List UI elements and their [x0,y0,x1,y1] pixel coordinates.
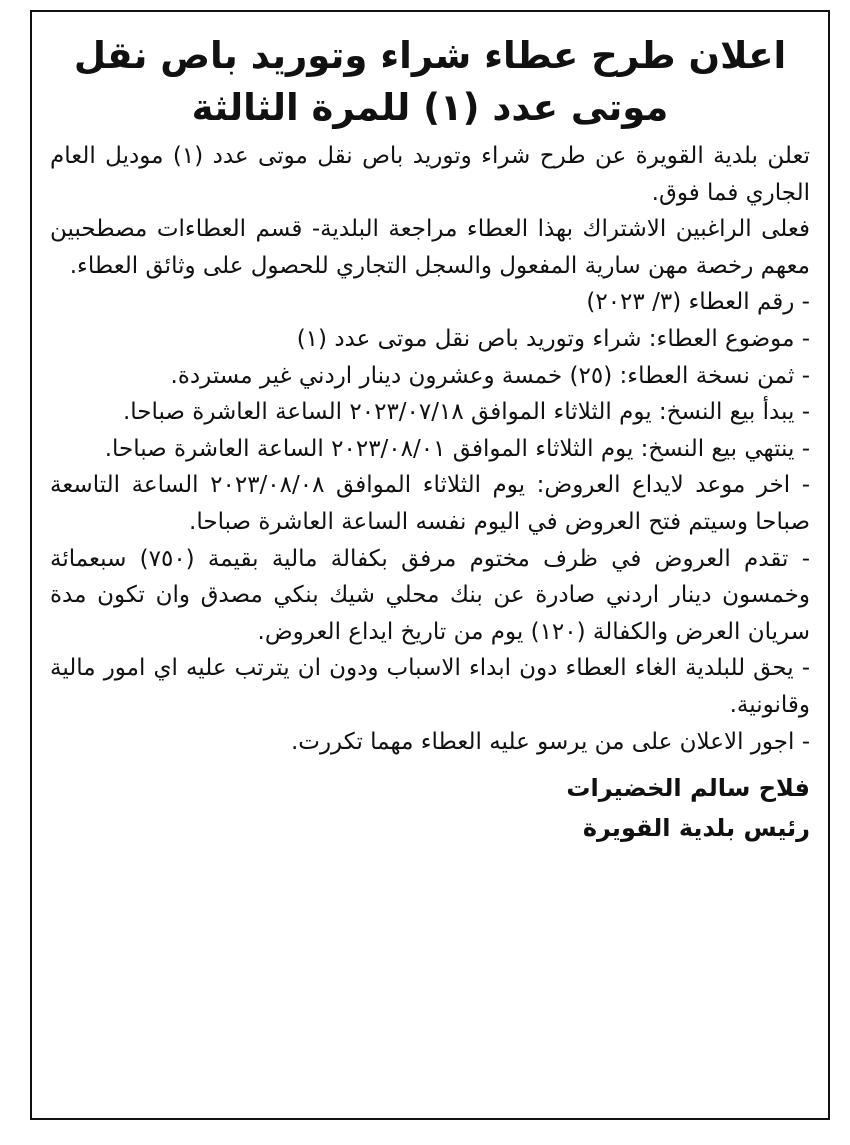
signatory-name: فلاح سالم الخضيرات [566,774,810,803]
sale-end-item: - ينتهي بيع النسخ: يوم الثلاثاء الموافق ٢٠٢٣/٠٨/٠١ الساعة العاشرة صباحا. [104,435,810,462]
sale-start-item: - يبدأ بيع النسخ: يوم الثلاثاء الموافق ٢٠٢٣/٠٧/١٨ الساعة العاشرة صباحا. [122,399,810,426]
intro-paragraph: تعلن بلدية القويرة عن طرح شراء وتوريد باص نقل موتى عدد (١) موديل العام الجاري فما فوق. [50,143,810,206]
instructions-paragraph: فعلى الراغبين الاشتراك بهذا العطاء مراجعة البلدية- قسم العطاءات مصطحبين معهم رخصة مهن سارية المفعول والسجل التجاري للحصول على وثائق العطاء. [50,216,810,279]
ad-title-line-2: موتى عدد (١) للمرة الثالثة [191,86,669,129]
submission-deadline-item: - اخر موعد لايداع العروض: يوم الثلاثاء الموافق ٢٠٢٣/٠٨/٠٨ الساعة التاسعة صباحا وسيتم فتح العروض في اليوم نفسه الساعة العاشرة صباحا. [50,472,810,535]
bid-bond-item: - تقدم العروض في ظرف مختوم مرفق بكفالة مالية بقيمة (٧٥٠) سبعمائة وخمسون دينار اردني صادرة عن بنك محلي شيك بنكي مصدق وان تكون مدة سريان العرض والكفالة (١٢٠) يوم من تاريخ ايداع العروض. [50,545,810,645]
ad-title-line-1: اعلان طرح عطاء شراء وتوريد باص نقل [73,34,787,77]
tender-subject-item: - موضوع العطاء: شراء وتوريد باص نقل موتى عدد (١) [296,325,810,352]
advertisement-frame [30,10,830,1120]
ad-title [50,30,810,134]
ad-body [50,138,810,760]
copy-price-item: - ثمن نسخة العطاء: (٢٥) خمسة وعشرون دينار اردني غير مستردة. [170,362,810,389]
cancellation-right-item: - يحق للبلدية الغاء العطاء دون ابداء الاسباب ودون ان يترتب عليه اي امور مالية وقانونية. [50,655,810,718]
signature-block [50,768,810,848]
tender-number-item: - رقم العطاء (٣/ ٢٠٢٣) [586,289,810,316]
advertising-fees-item: - اجور الاعلان على من يرسو عليه العطاء مهما تكررت. [290,728,810,755]
signatory-position: رئيس بلدية القويرة [582,814,810,843]
